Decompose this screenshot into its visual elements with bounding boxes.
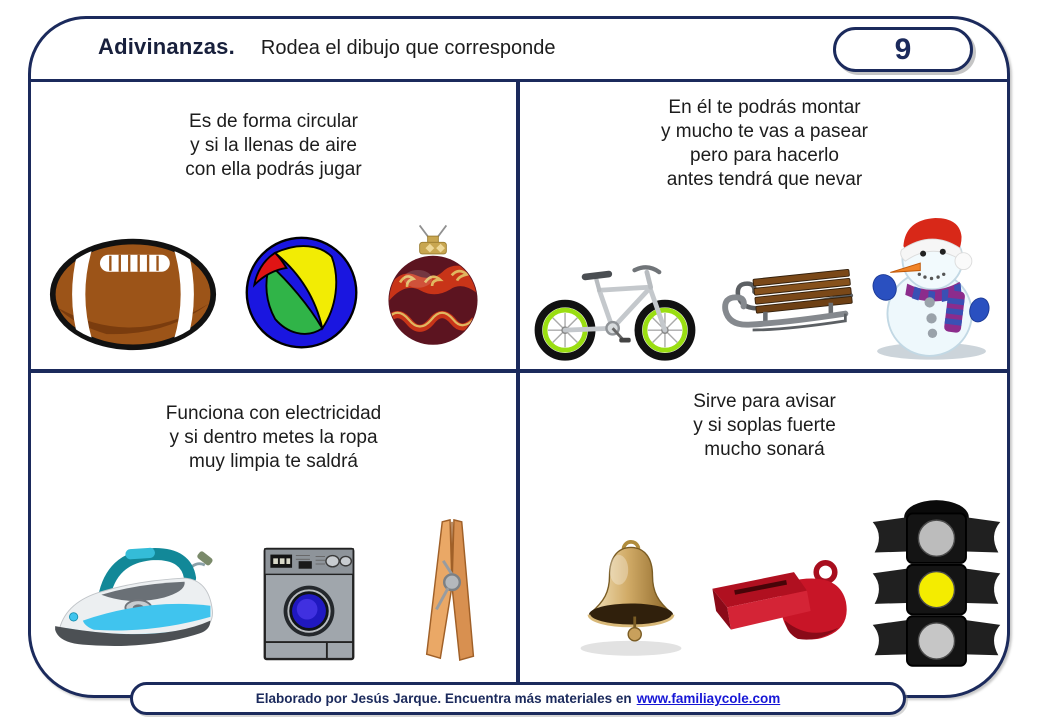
riddle-text [521, 374, 1008, 462]
header [98, 34, 556, 60]
riddle-line: mucho sonará [704, 439, 825, 460]
vertical-divider [516, 81, 520, 696]
riddle-line: y mucho te vas a pasear [661, 121, 868, 142]
riddle-line: y si soplas fuerte [693, 415, 836, 436]
sled-icon[interactable] [708, 250, 860, 350]
options-row [521, 192, 1008, 368]
riddle-line: pero para hacerlo [690, 145, 839, 166]
riddle-line: Sirve para avisar [693, 391, 836, 412]
riddle-line: Es de forma circular [189, 111, 358, 132]
american-football-icon[interactable] [47, 234, 219, 352]
beach-ball-icon[interactable] [243, 234, 361, 352]
riddle-text [31, 374, 516, 474]
page-number: 9 [894, 32, 912, 66]
riddle-section-laundry [31, 374, 516, 676]
bell-icon[interactable] [561, 534, 701, 658]
riddle-section-ball [31, 82, 516, 368]
washing-machine-icon[interactable] [261, 544, 357, 664]
christmas-ornament-icon[interactable] [384, 220, 482, 352]
riddle-line: antes tendrá que nevar [666, 169, 863, 190]
options-row [31, 474, 516, 676]
riddle-line: muy limpia te saldrá [189, 451, 358, 472]
riddle-line: Funciona con electricidad [165, 403, 382, 424]
riddle-text [521, 82, 1008, 192]
footer-credit-text: Elaborado por Jesús Jarque. Encuentra más materiales en [255, 691, 632, 706]
whistle-icon[interactable] [705, 548, 857, 650]
riddle-line: y si la llenas de aire [190, 135, 357, 156]
footer-website-link[interactable]: www.familiaycole.com [636, 691, 781, 706]
traffic-light-icon[interactable] [867, 496, 1005, 668]
riddle-line: y si dentro metes la ropa [169, 427, 378, 448]
footer [130, 682, 906, 715]
horizontal-divider [30, 369, 1008, 373]
clothespin-icon[interactable] [415, 516, 489, 664]
riddle-line: En él te podrás montar [668, 97, 861, 118]
riddle-text [31, 82, 516, 182]
clothes-iron-icon[interactable] [43, 530, 229, 664]
options-row [31, 182, 516, 368]
riddle-section-sound [521, 374, 1008, 676]
riddle-section-snow [521, 82, 1008, 368]
snowman-icon[interactable] [864, 208, 1000, 364]
page-number-badge [833, 27, 973, 72]
bicycle-icon[interactable] [527, 244, 703, 364]
riddle-line: con ella podrás jugar [185, 159, 362, 180]
page-title: Adivinanzas. [98, 34, 235, 59]
page-instructions: Rodea el dibujo que corresponde [260, 37, 556, 59]
options-row [521, 462, 1008, 676]
